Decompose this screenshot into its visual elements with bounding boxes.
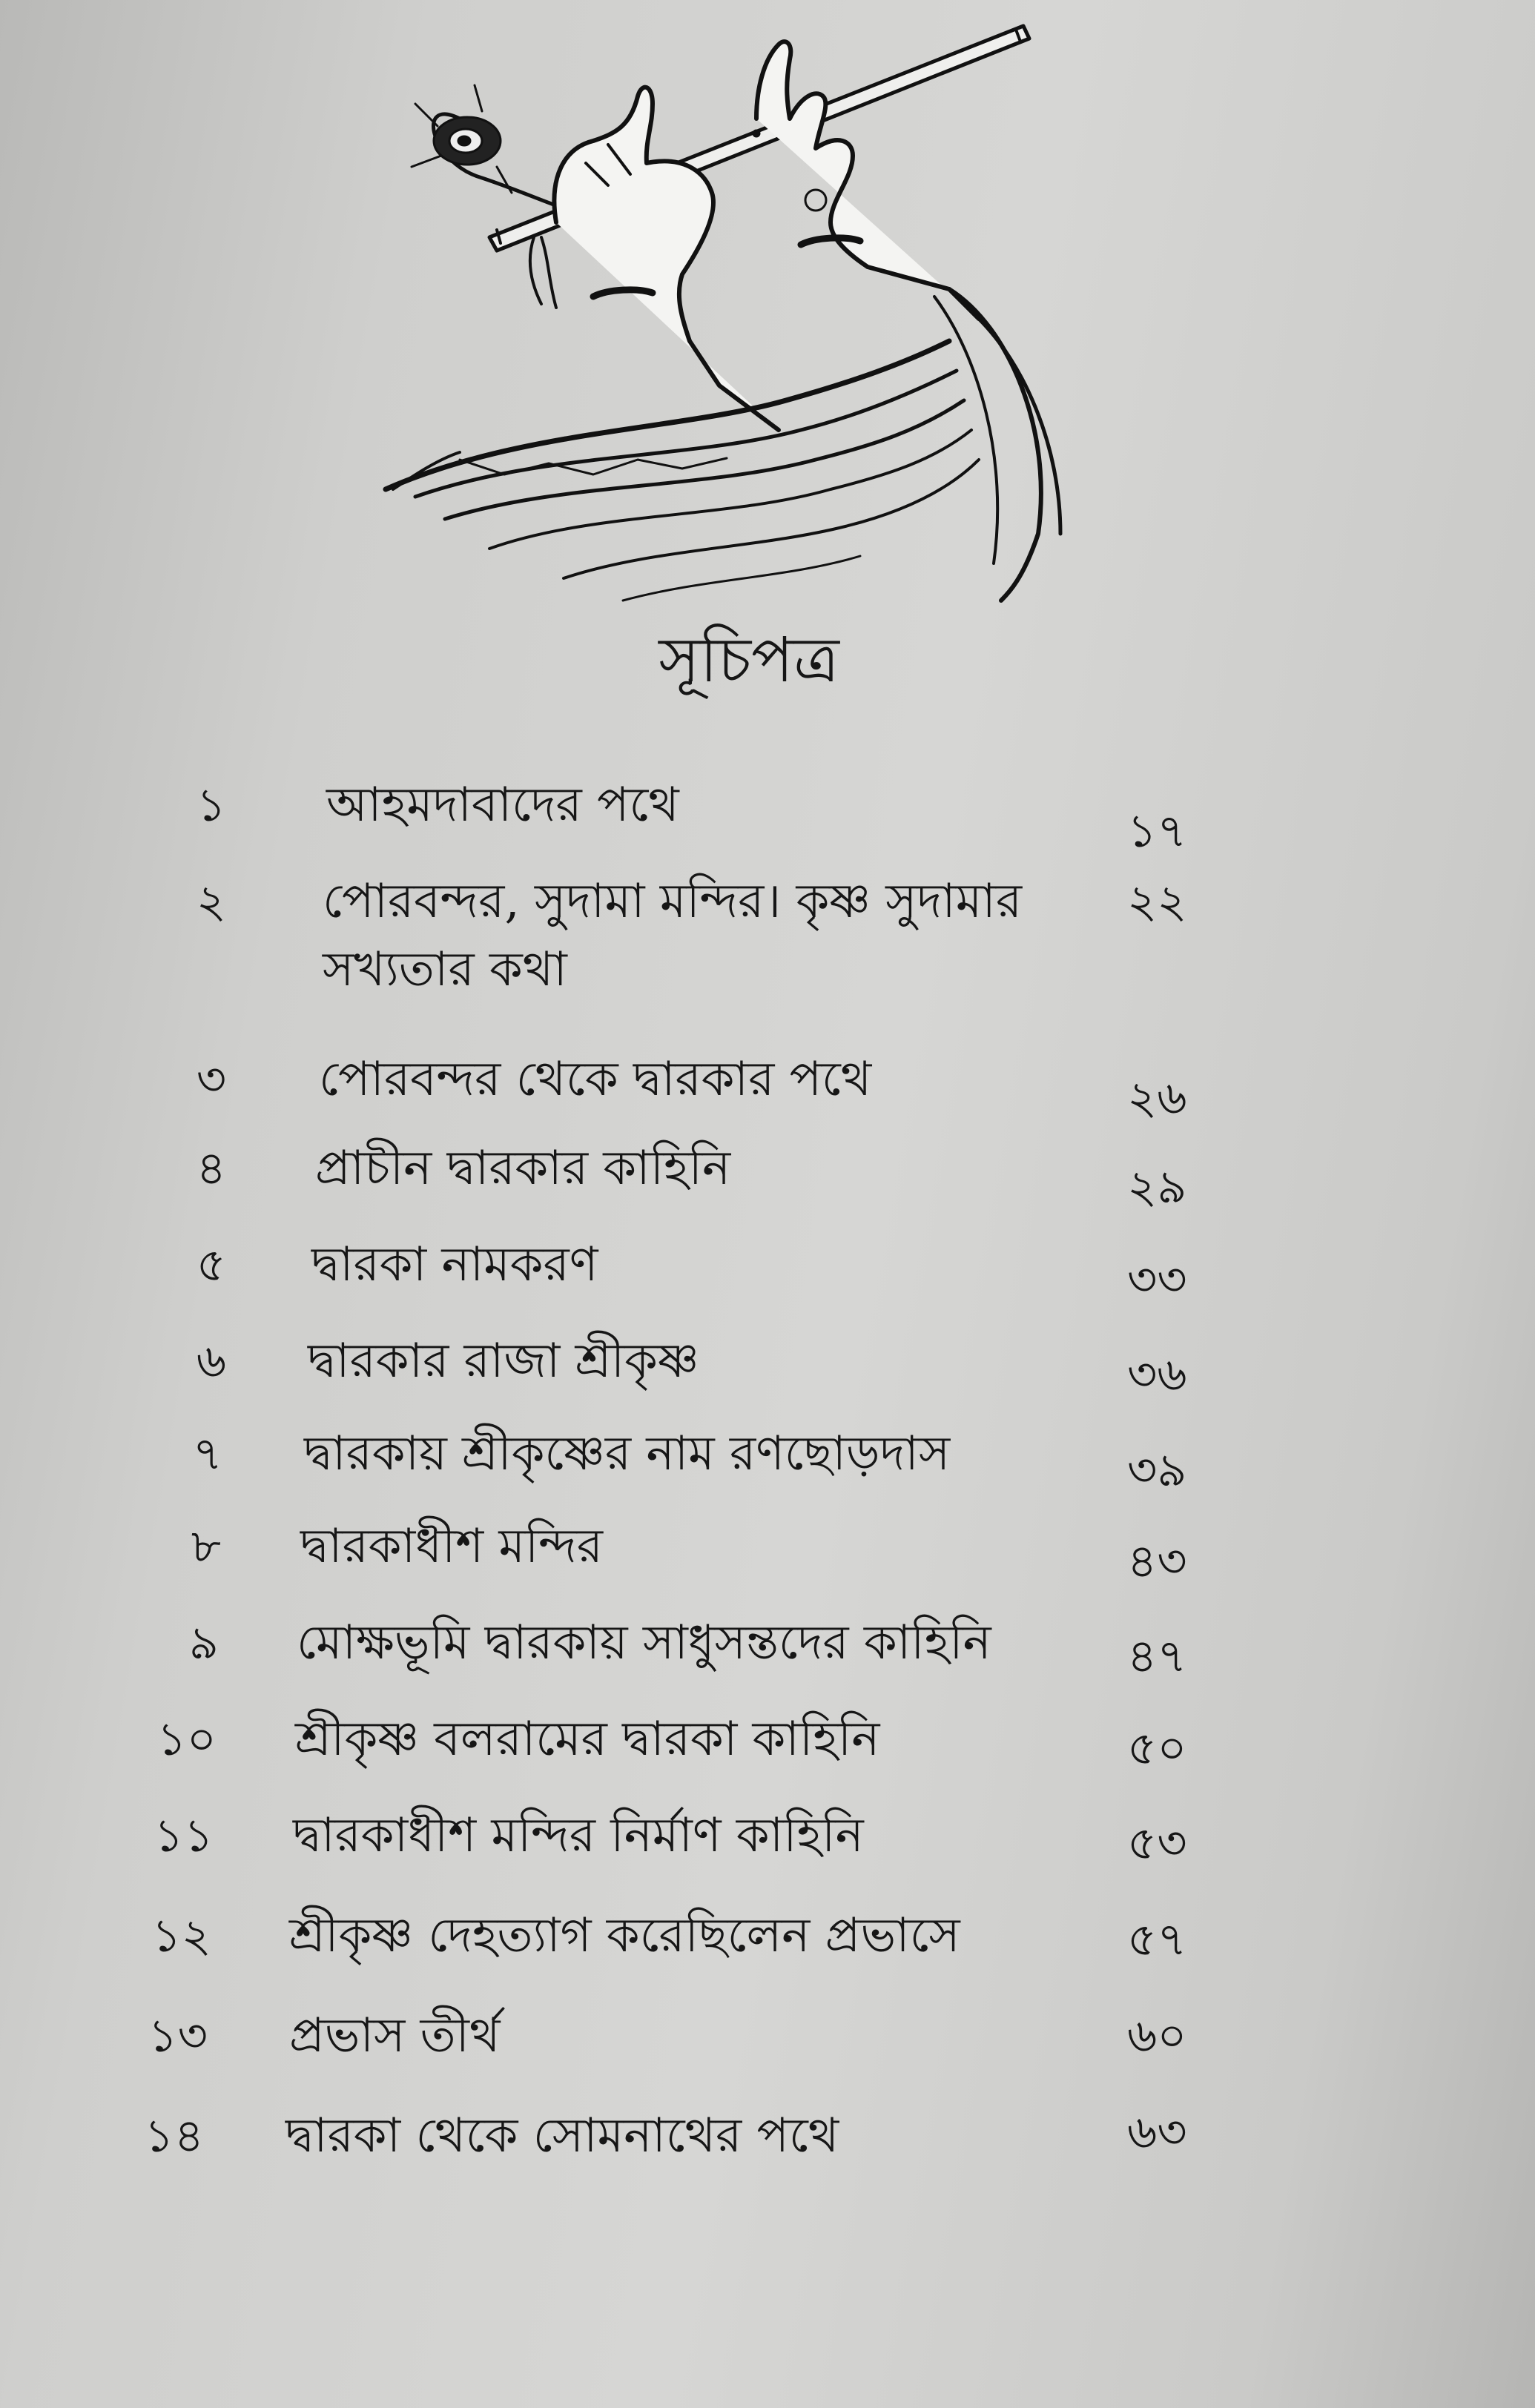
toc-entry-title: পোরবন্দর থেকে দ্বারকার পথে: [319, 1052, 872, 1107]
toc-entry-number: ১৪: [144, 2108, 204, 2163]
toc-entry-title: শ্রীকৃষ্ণ বলরামের দ্বারকা কাহিনি: [295, 1712, 880, 1767]
toc-entry-number: ৫: [196, 1237, 226, 1291]
toc-entry-title: প্রাচীন দ্বারকার কাহিনি: [315, 1141, 731, 1196]
toc-entry-page: ৩৯: [1127, 1443, 1187, 1497]
toc-entry-title: দ্বারকাধীশ মন্দির: [300, 1519, 603, 1574]
toc-entry-number: ১০: [156, 1712, 217, 1766]
flute-hands-illustration: [371, 15, 1112, 608]
toc-entry-number: ৯: [188, 1615, 219, 1670]
toc-entry-page: ৬৩: [1127, 2105, 1187, 2159]
toc-entry-page: ২২: [1127, 874, 1187, 928]
toc-entry-title: দ্বারকায় শ্রীকৃষ্ণের নাম রণছোড়দাস: [304, 1426, 951, 1481]
toc-entry-page: ৫৩: [1127, 1816, 1187, 1870]
toc-entry-title: দ্বারকা থেকে সোমনাথের পথে: [285, 2108, 839, 2163]
toc-entry-page: ৬০: [1127, 2008, 1187, 2063]
toc-entry-page: ৪৭: [1127, 1629, 1187, 1683]
toc-entry-number: ১১: [154, 1808, 214, 1862]
toc-entry-page: ১৭: [1127, 804, 1187, 858]
toc-entry-number: ৮: [191, 1519, 221, 1573]
toc-entry-page: ৩৩: [1127, 1252, 1187, 1306]
toc-entry-title: পোরবন্দর, সুদামা মন্দির। কৃষ্ণ সুদামার সখ্যতার কথা: [323, 874, 1023, 997]
toc-entry-number: ৬: [196, 1334, 226, 1388]
toc-entry-number: ১২: [151, 1908, 211, 1962]
toc-entry-page: ৫০: [1127, 1721, 1187, 1775]
toc-entry-title: দ্বারকার রাজা শ্রীকৃষ্ণ: [308, 1334, 699, 1389]
page-title: সূচিপত্র: [658, 624, 839, 696]
toc-entry-number: ৪: [196, 1141, 226, 1195]
toc-entry-page: ৩৬: [1127, 1347, 1187, 1401]
toc-entry-number: ১: [196, 778, 226, 832]
toc-entry-number: ১৩: [148, 2008, 208, 2063]
toc-entry-title: আহমদাবাদের পথে: [326, 778, 679, 833]
toc-entry-title: দ্বারকা নামকরণ: [311, 1237, 598, 1292]
toc-entry-title: মোক্ষভূমি দ্বারকায় সাধুসন্তদের কাহিনি: [297, 1615, 991, 1670]
toc-entry-page: ৫৭: [1127, 1912, 1187, 1966]
toc-entry-title: দ্বারকাধীশ মন্দির নির্মাণ কাহিনি: [293, 1808, 864, 1863]
toc-entry-page: ৪৩: [1127, 1534, 1187, 1588]
toc-entry-page: ২৯: [1127, 1160, 1187, 1214]
toc-entry-number: ৭: [192, 1426, 222, 1481]
toc-entry-title: প্রভাস তীর্থ: [289, 2008, 501, 2063]
toc-entry-page: ২৬: [1127, 1071, 1187, 1125]
toc-entry-number: ৩: [196, 1052, 226, 1106]
toc-entry-number: ২: [196, 874, 226, 928]
toc-entry-title: শ্রীকৃষ্ণ দেহত্যাগ করেছিলেন প্রভাসে: [289, 1908, 960, 1963]
